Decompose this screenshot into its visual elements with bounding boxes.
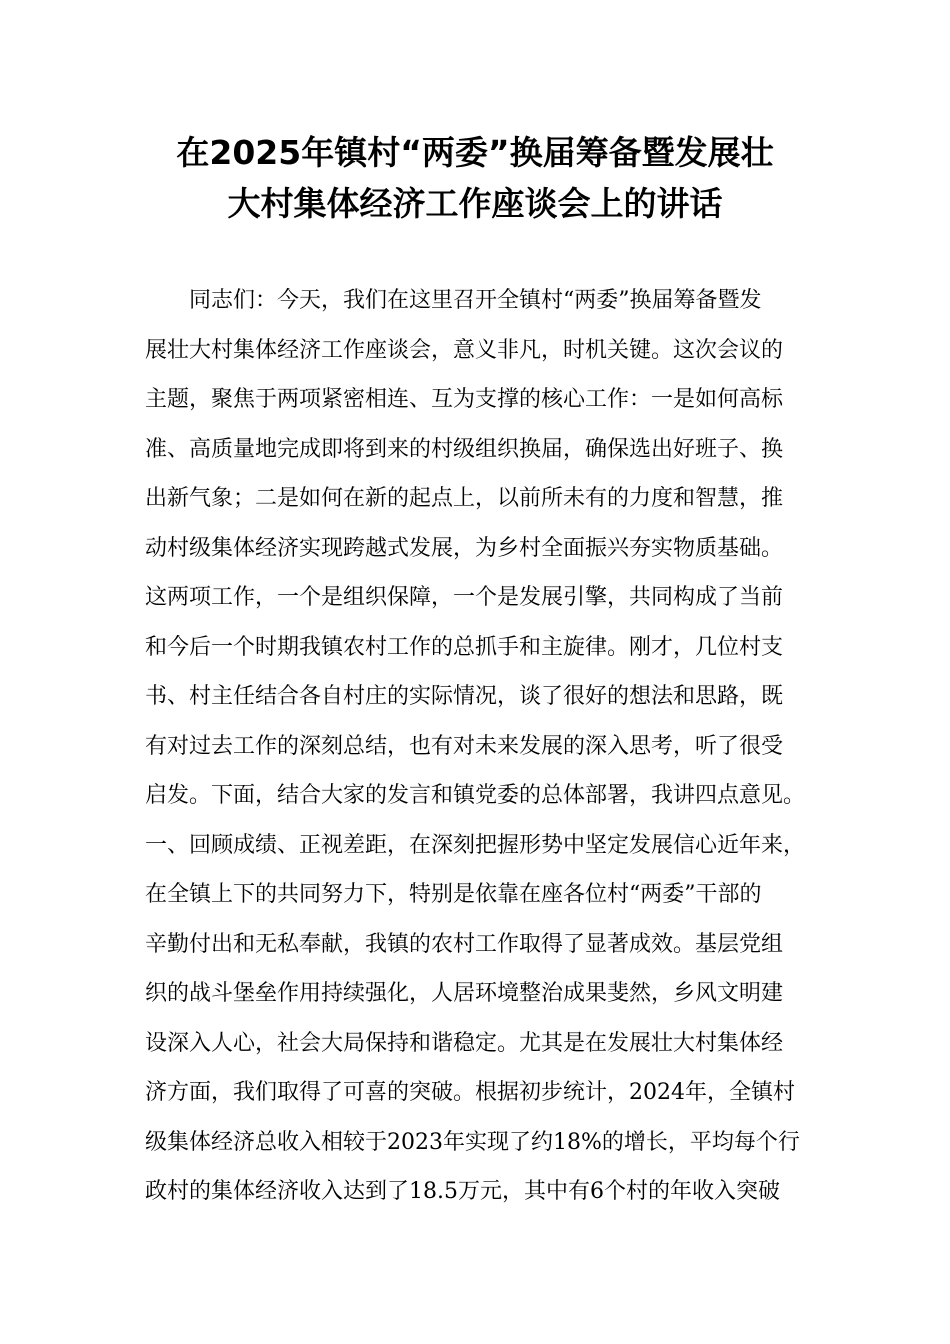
body-line: 一、回顾成绩、正视差距，在深刻把握形势中坚定发展信心近年来，: [145, 832, 806, 858]
body-line: 和今后一个时期我镇农村工作的总抓手和主旋律。刚才，几位村支: [145, 634, 784, 660]
body-line: 启发。下面，结合大家的发言和镇党委的总体部署，我讲四点意见。: [145, 783, 806, 808]
body-line: 政村的集体经济收入达到了18.5万元，其中有6个村的年收入突破: [145, 1179, 780, 1204]
body-line: 同志们：今天，我们在这里召开全镇村“两委”换届筹备暨发: [145, 288, 762, 313]
body-line: 有对过去工作的深刻总结，也有对未来发展的深入思考，听了很受: [145, 733, 784, 759]
body-line: 织的战斗堡垒作用持续强化，人居环境整治成果斐然，乡风文明建: [145, 981, 784, 1006]
body-line: 这两项工作，一个是组织保障，一个是发展引擎，共同构成了当前: [145, 585, 784, 610]
body-line: 主题，聚焦于两项紧密相连、互为支撑的核心工作：一是如何高标: [145, 387, 784, 412]
body-line: 出新气象；二是如何在新的起点上，以前所未有的力度和智慧，推: [145, 486, 784, 511]
body-line: 设深入人心，社会大局保持和谐稳定。尤其是在发展壮大村集体经: [145, 1030, 784, 1056]
body-line: 书、村主任结合各自村庄的实际情况，谈了很好的想法和思路，既: [145, 684, 784, 709]
body-line: 济方面，我们取得了可喜的突破。根据初步统计，2024年，全镇村: [145, 1080, 795, 1105]
body-line: 准、高质量地完成即将到来的村级组织换届，确保选出好班子、换: [145, 436, 784, 462]
document-title-line-2: 大村集体经济工作座谈会上的讲话: [227, 184, 723, 223]
body-line: 辛勤付出和无私奉献，我镇的农村工作取得了显著成效。基层党组: [145, 931, 784, 957]
body-line: 展壮大村集体经济工作座谈会，意义非凡，时机关键。这次会议的: [145, 337, 784, 363]
body-line: 动村级集体经济实现跨越式发展，为乡村全面振兴夯实物质基础。: [145, 535, 784, 561]
document-body: [145, 286, 825, 1227]
document-title-line-1: 在2025年镇村“两委”换届筹备暨发展壮: [176, 133, 774, 172]
body-line: 级集体经济总收入相较于2023年实现了约18%的增长，平均每个行: [145, 1129, 800, 1155]
body-line: 在全镇上下的共同努力下，特别是依靠在座各位村“两委”干部的: [145, 882, 762, 907]
